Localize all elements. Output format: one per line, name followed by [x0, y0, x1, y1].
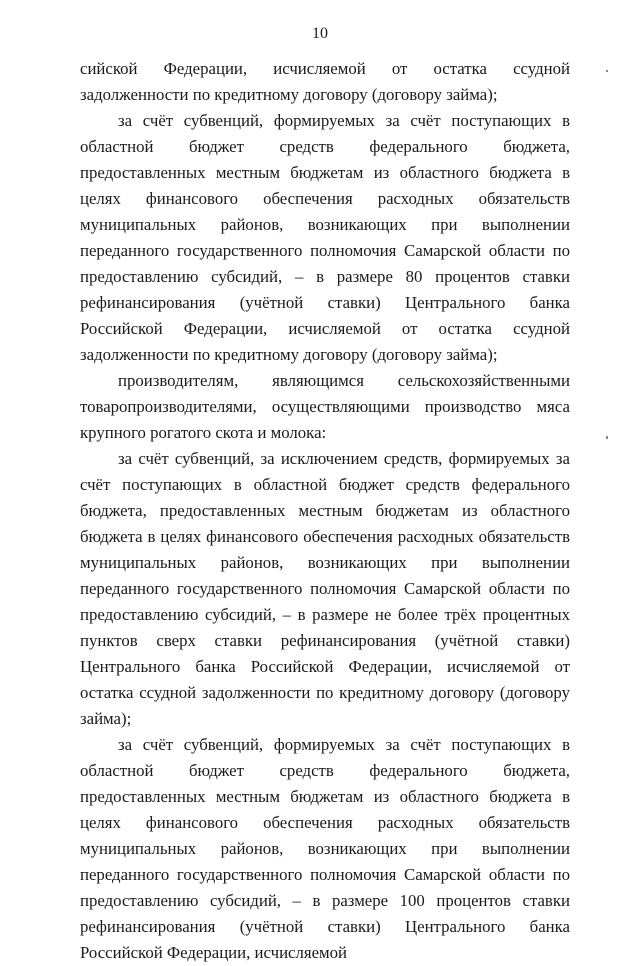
paragraph-cattle-producers: производителям, являющимся сельскохозяйственными товаропроизводителями, осуществляющими производство мяса крупного рогатого скота и молока: — [80, 371, 570, 442]
paragraph-subvention-three-points: за счёт субвенций, за исключением средств, формируемых за счёт поступающих в областной бюджет средств федерального бюджета, предоставленных местным бюджетам из областного бюджета в целях финансового обеспечения расходных обязательств муниципальных районов, возникающих при выполнении переданного государственного полномочия Самарской области по предоставлению субсидий, – в размере не более трёх процентных пунктов сверх ставки рефинансирования (учётной ставки) Центрального банка Российской Федерации, исчисляемой от остатка ссудной задолженности по кредитному договору (договору займа); — [80, 449, 570, 728]
paragraph-subvention-80-percent: за счёт субвенций, формируемых за счёт поступающих в областной бюджет средств федерального бюджета, предоставленных местным бюджетам из областного бюджета в целях финансового обеспечения расходных обязательств муниципальных районов, возникающих при выполнении переданного государственного полномочия Самарской области по предоставлению субсидий, – в размере 80 процентов ставки рефинансирования (учётной ставки) Центрального банка Российской Федерации, исчисляемой от остатка ссудной задолженности по кредитному договору (договору займа); — [80, 111, 570, 364]
margin-speck — [606, 70, 608, 72]
paragraph-continuation: сийской Федерации, исчисляемой от остатка ссудной задолженности по кредитному договору (договору займа); — [80, 59, 570, 104]
document-body — [80, 56, 570, 966]
page-number: 10 — [312, 25, 328, 42]
paragraph-subvention-100-percent: за счёт субвенций, формируемых за счёт поступающих в областной бюджет средств федерального бюджета, предоставленных местным бюджетам из областного бюджета в целях финансового обеспечения расходных обязательств муниципальных районов, возникающих при выполнении переданного государственного полномочия Самарской области по предоставлению субсидий, – в размере 100 процентов ставки рефинансирования (учётной ставки) Центрального банка Российской Федерации, исчисляемой — [80, 735, 570, 962]
margin-speck — [606, 436, 608, 439]
